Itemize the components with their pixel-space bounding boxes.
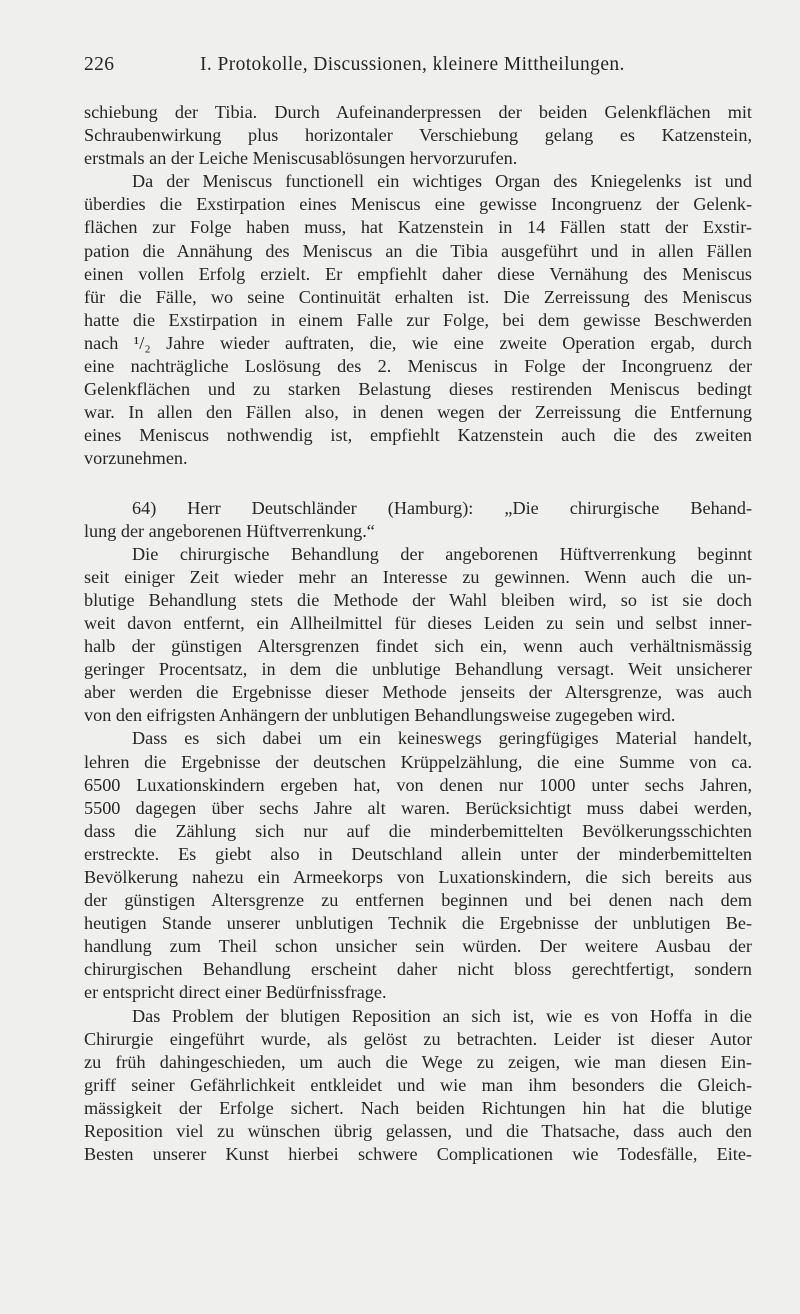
text-line: von den eifrigsten Anhängern der unblutigen Behandlungsweise zugegeben wird. <box>84 705 676 726</box>
text-line: Dass es sich dabei um ein keineswegs geringfügiges Material handelt, <box>132 728 752 749</box>
text-line: 64) Herr Deutschländer (Hamburg): „Die chirurgische Behand- <box>132 497 752 518</box>
text-line: war. In allen den Fällen also, in denen wegen der Zerreissung die Entfernung <box>84 402 752 423</box>
text-line: 6500 Luxationskindern ergeben hat, von denen nur 1000 unter sechs Jahren, <box>84 774 752 795</box>
text-line: lehren die Ergebnisse der deutschen Krüppelzählung, die eine Summe von ca. <box>84 751 752 772</box>
text-line: für die Fälle, wo seine Continuität erhalten ist. Die Zerreissung des Meniscus <box>84 286 752 307</box>
text-line: erstreckte. Es giebt also in Deutschland allein unter der minderbemittelten <box>84 843 752 864</box>
text-line: der günstigen Altersgrenze zu entfernen beginnen und bei denen nach dem <box>84 890 752 911</box>
text-line: Das Problem der blutigen Reposition an sich ist, wie es von Hoffa in die <box>132 1005 752 1026</box>
text-line: erstmals an der Leiche Meniscusablösungen hervorzurufen. <box>84 148 518 169</box>
text-line: pation die Annähung des Meniscus an die Tibia ausgeführt und in allen Fällen <box>84 240 752 261</box>
page-number: 226 <box>84 54 115 75</box>
text-line: griff seiner Gefährlichkeit entkleidet und wie man ihm besonders die Gleich- <box>84 1074 752 1095</box>
text-line: er entspricht direct einer Bedürfnissfrage. <box>84 982 387 1003</box>
text-line: überdies die Exstirpation eines Meniscus eine gewisse Incongruenz der Gelenk- <box>84 194 752 215</box>
paragraph-5 <box>84 1005 752 1167</box>
text-line: heutigen Stande unserer unblutigen Technik die Ergebnisse der unblutigen Be- <box>84 913 752 934</box>
text-line: geringer Procentsatz, in dem die unblutige Behandlung versagt. Weit unsicherer <box>84 659 752 680</box>
body-text <box>84 101 752 1166</box>
text-line: Bevölkerung nahezu ein Armeekorps von Luxationskindern, die sich bereits aus <box>84 867 752 887</box>
text-line: Gelenkflächen und zu starken Belastung dieses restirenden Meniscus bedingt <box>84 379 752 400</box>
text-line: eines Meniscus nothwendig ist, empfiehlt Katzenstein auch die des zweiten <box>84 425 752 446</box>
page-header <box>84 54 744 84</box>
paragraph-2 <box>84 170 752 470</box>
text-line: flächen zur Folge haben muss, hat Katzenstein in 14 Fällen statt der Exstir- <box>84 217 752 238</box>
text-line: Besten unserer Kunst hierbei schwere Complicationen wie Todesfälle, Eite- <box>84 1144 752 1165</box>
text-line: chirurgischen Behandlung erscheint daher nicht bloss gerechtfertigt, sondern <box>84 959 752 980</box>
text-line: nach ¹/₂ Jahre wieder auftraten, die, wie eine zweite Operation ergab, durch <box>84 332 752 353</box>
text-line: Die chirurgische Behandlung der angeborenen Hüftverrenkung beginnt <box>132 543 752 564</box>
paragraph-3 <box>84 543 752 728</box>
text-line: einen vollen Erfolg erzielt. Er empfiehlt daher diese Vernähung des Meniscus <box>84 263 752 284</box>
text-line: dass die Zählung sich nur auf die minderbemittelten Bevölkerungsschichten <box>84 820 752 841</box>
text-line: Da der Meniscus functionell ein wichtiges Organ des Kniegelenks ist und <box>132 171 752 192</box>
paragraph-1 <box>84 101 752 170</box>
text-line: aber werden die Ergebnisse dieser Methode jenseits der Altersgrenze, was auch <box>84 682 752 703</box>
text-line: zu früh dahingeschieden, um auch die Wege zu zeigen, wie man diesen Ein- <box>84 1051 752 1072</box>
text-line: weit davon entfernt, ein Allheilmittel für dieses Leiden zu sein und selbst inner- <box>84 612 752 633</box>
text-line: Schraubenwirkung plus horizontaler Verschiebung gelang es Katzenstein, <box>84 125 752 146</box>
text-line: eine nachträgliche Loslösung des 2. Meniscus in Folge der Incongruenz der <box>84 356 752 377</box>
text-line: mässigkeit der Erfolge sichert. Nach beiden Richtungen hin hat die blutige <box>84 1097 752 1118</box>
text-line: lung der angeborenen Hüftverrenkung.“ <box>84 520 375 541</box>
text-line: handlung zum Theil schon unsicher sein würden. Der weitere Ausbau der <box>84 936 752 957</box>
text-line: seit einiger Zeit wieder mehr an Interesse zu gewinnen. Wenn auch die un- <box>84 566 752 587</box>
text-line: blutige Behandlung stets die Methode der Wahl bleiben wird, so ist sie doch <box>84 589 752 610</box>
lecture-heading <box>84 497 752 543</box>
text-line: Reposition viel zu wünschen übrig gelassen, und die Thatsache, dass auch den <box>84 1121 752 1142</box>
text-line: 5500 dagegen über sechs Jahre alt waren. Berücksichtigt muss dabei werden, <box>84 797 752 818</box>
paragraph-4 <box>84 727 752 1004</box>
text-line: schiebung der Tibia. Durch Aufeinanderpressen der beiden Gelenkflächen mit <box>84 102 752 122</box>
text-line: halb der günstigen Altersgrenzen findet sich ein, wenn auch verhältnismässig <box>84 636 752 657</box>
running-head: I. Protokolle, Discussionen, kleinere Mittheilungen. <box>200 54 625 75</box>
section-gap <box>84 471 752 497</box>
text-line: Chirurgie eingeführt wurde, als gelöst zu betrachten. Leider ist dieser Autor <box>84 1028 752 1049</box>
text-line: hatte die Exstirpation in einem Falle zur Folge, bei dem gewisse Beschwerden <box>84 309 752 330</box>
text-line: vorzunehmen. <box>84 448 188 469</box>
